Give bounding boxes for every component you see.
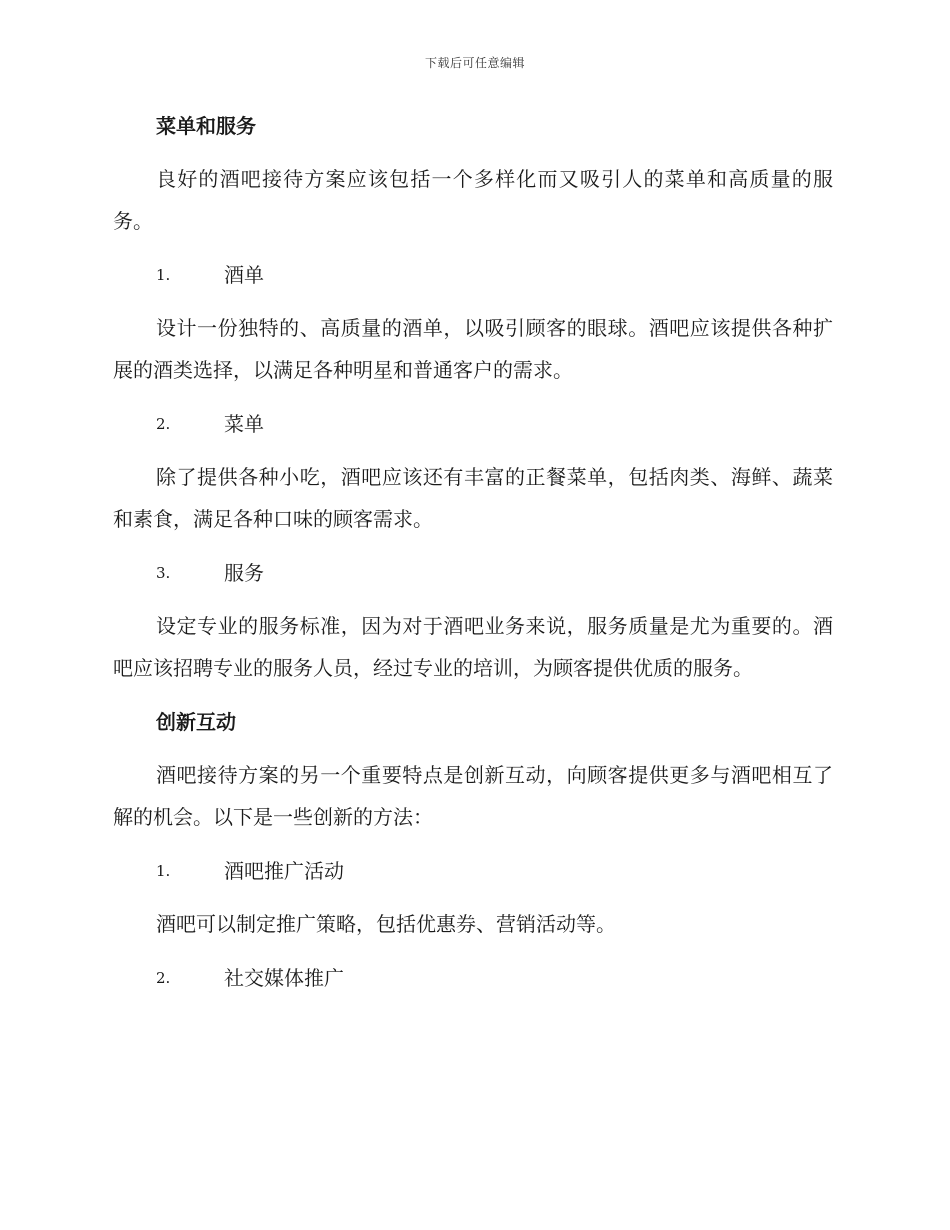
- list-label: 酒吧推广活动: [224, 859, 344, 883]
- section-heading-innovation: 创新互动: [156, 710, 236, 734]
- list-item-social-media: [156, 959, 833, 997]
- list-number: 1.: [156, 862, 171, 880]
- list-number: 2.: [156, 969, 171, 987]
- header-note: 下载后可任意编辑: [424, 56, 525, 70]
- list-item-service: [156, 554, 833, 592]
- list-label: 服务: [224, 561, 264, 585]
- list-label: 社交媒体推广: [224, 966, 344, 990]
- list-item-text: 除了提供各种小吃，酒吧应该还有丰富的正餐菜单，包括肉类、海鲜、蔬菜和素食，满足各种口味的顾客需求。: [113, 465, 833, 531]
- list-item-drinks: [156, 256, 833, 294]
- section-heading-menu-service: 菜单和服务: [156, 114, 256, 138]
- list-label: 酒单: [224, 263, 264, 287]
- section-intro: 良好的酒吧接待方案应该包括一个多样化而又吸引人的菜单和高质量的服务。: [113, 167, 833, 233]
- list-item-food-menu: [156, 405, 833, 443]
- list-number: 1.: [156, 266, 171, 284]
- section-intro: 酒吧接待方案的另一个重要特点是创新互动，向顾客提供更多与酒吧相互了解的机会。以下是一些创新的方法：: [113, 763, 833, 829]
- list-number: 2.: [156, 415, 171, 433]
- list-item-text: 设定专业的服务标准，因为对于酒吧业务来说，服务质量是尤为重要的。酒吧应该招聘专业的服务人员，经过专业的培训，为顾客提供优质的服务。: [113, 614, 833, 680]
- list-item-text: 酒吧可以制定推广策略，包括优惠券、营销活动等。: [156, 912, 616, 936]
- list-item-text: 设计一份独特的、高质量的酒单，以吸引顾客的眼球。酒吧应该提供各种扩展的酒类选择，以满足各种明星和普通客户的需求。: [113, 316, 833, 382]
- list-number: 3.: [156, 564, 171, 582]
- document-body: [113, 107, 833, 997]
- list-item-promotion: [156, 852, 833, 890]
- list-label: 菜单: [224, 412, 264, 436]
